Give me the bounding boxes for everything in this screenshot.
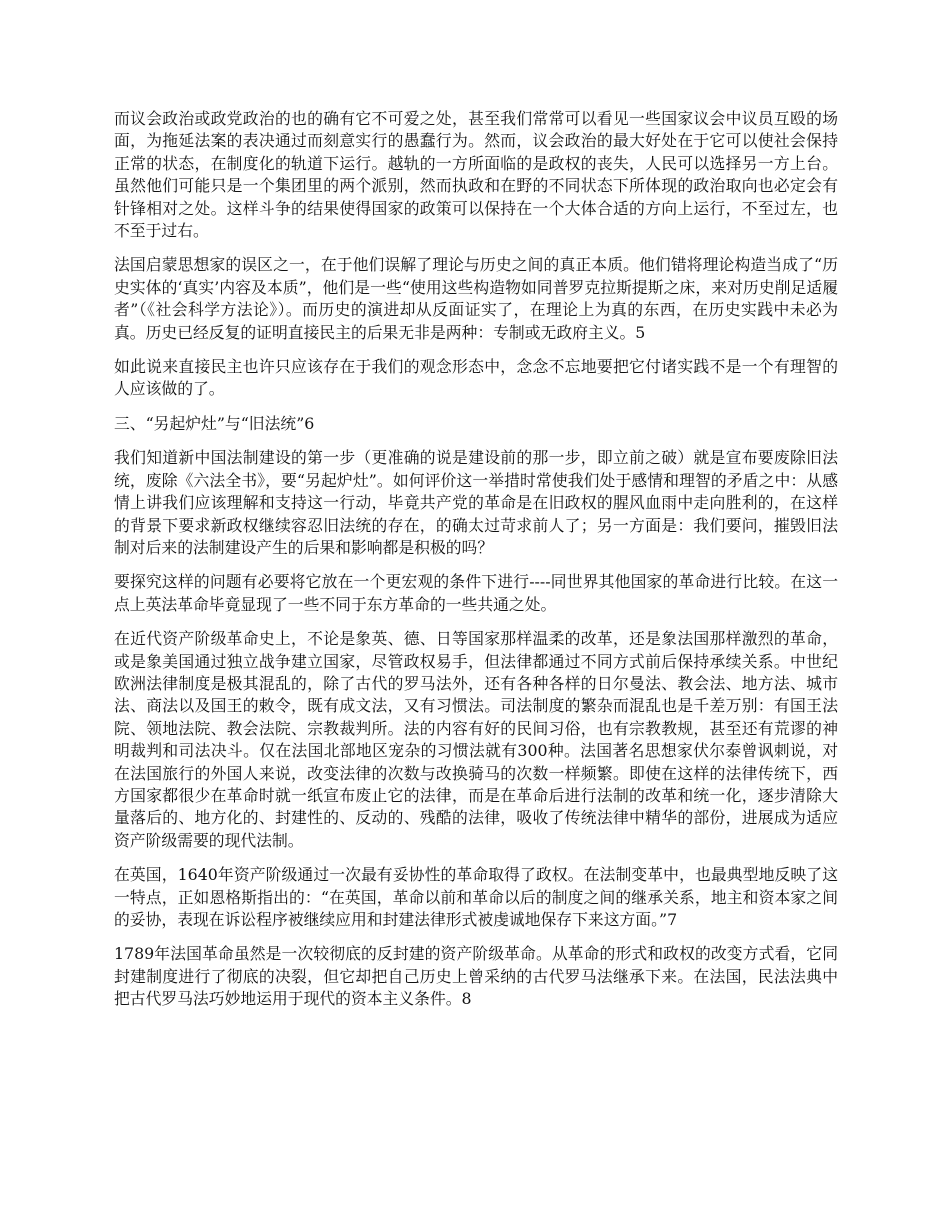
paragraph-bourgeois-revolutions: 在近代资产阶级革命史上，不论是象英、德、日等国家那样温柔的改革，还是象法国那样激烈的革命，或是象美国通过独立战争建立国家，尽管政权易手，但法律都通过不同方式前后保持承续关系。中世纪欧洲法律制度是极其混乱的，除了古代的罗马法外，还有各种各样的日尔曼法、教会法、地方法、城市法、商法以及国王的敕令，既有成文法，又有习惯法。司法制度的繁杂而混乱也是千差万别：有国王法院、领地法院、教会法院、宗教裁判所。法的内容有好的民间习俗，也有宗教教规，甚至还有荒谬的神明裁判和司法决斗。仅在法国北部地区宠杂的习惯法就有300种。法国著名思想家伏尔泰曾讽刺说，对在法国旅行的外国人来说，改变法律的次数与改换骑马的次数一样频繁。即使在这样的法律传统下，西方国家都很少在革命时就一纸宣布废止它的法律，而是在革命后进行法制的改革和统一化，逐步清除大量落后的、地方化的、封建性的、反动的、残酷的法律，吸收了传统法律中精华的部份，进展成为适应资产阶级需要的现代法制。 [114, 629, 838, 850]
paragraph-france: 1789年法国革命虽然是一次较彻底的反封建的资产阶级革命。从革命的形式和政权的改变方式看，它同封建制度进行了彻底的决裂，但它却把自己历史上曾采纳的古代罗马法继承下来。在法国，民法法典中把古代罗马法巧妙地运用于现代的资本主义条件。8 [114, 944, 838, 1009]
paragraph-new-china-legal: 我们知道新中国法制建设的第一步（更准确的说是建设前的那一步，即立前之破）就是宣布要废除旧法统，废除《六法全书》，要“另起炉灶”。如何评价这一举措时常使我们处于感情和理智的矛盾之中：从感情上讲我们应该理解和支持这一行动，毕竟共产党的革命是在旧政权的腥风血雨中走向胜利的，在这样的背景下要求新政权继续容忍旧法统的存在，的确太过苛求前人了；另一方面是：我们要问，摧毁旧法制对后来的法制建设产生的后果和影响都是积极的吗？ [114, 448, 838, 557]
section-heading: 三、“另起炉灶”与“旧法统”6 [114, 413, 315, 433]
document-page [114, 108, 838, 1023]
paragraph-enlightenment-thinkers: 法国启蒙思想家的误区之一，在于他们误解了理论与历史之间的真正本质。他们错将理论构造当成了“历史实体的‘真实’内容及本质”，他们是一些“使用这些构造物如同普罗克拉斯提斯之床，来对历史削足适履者”（《社会科学方法论》）。而历史的演进却从反面证实了，在理论上为真的东西，在历史实践中未必为真。历史已经反复的证明直接民主的后果无非是两种：专制或无政府主义。5 [114, 255, 838, 342]
paragraph-parliament-politics: 而议会政治或政党政治的也的确有它不可爱之处，甚至我们常常可以看见一些国家议会中议员互殴的场面，为拖延法案的表决通过而刻意实行的愚蠢行为。然而，议会政治的最大好处在于它可以使社会保持正常的状态，在制度化的轨道下运行。越轨的一方所面临的是政权的丧失，人民可以选择另一方上台。虽然他们可能只是一个集团里的两个派别，然而执政和在野的不同状态下所体现的政治取向也必定会有针锋相对之处。这样斗争的结果使得国家的政策可以保持在一个大体合适的方向上运行，不至过左，也不至于过右。 [114, 109, 838, 241]
paragraph-direct-democracy: 如此说来直接民主也许只应该存在于我们的观念形态中，念念不忘地要把它付诸实践不是一个有理智的人应该做的了。 [114, 357, 838, 399]
paragraph-england: 在英国，1640年资产阶级通过一次最有妥协性的革命取得了政权。在法制变革中，也最典型地反映了这一特点，正如恩格斯指出的：“在英国，革命以前和革命以后的制度之间的继承关系，地主和资本家之间的妥协，表现在诉讼程序被继续应用和封建法律形式被虔诚地保存下来这方面。”7 [114, 865, 838, 929]
paragraph-comparison: 要探究这样的问题有必要将它放在一个更宏观的条件下进行----同世界其他国家的革命进行比较。在这一点上英法革命毕竟显现了一些不同于东方革命的一些共通之处。 [114, 572, 838, 614]
